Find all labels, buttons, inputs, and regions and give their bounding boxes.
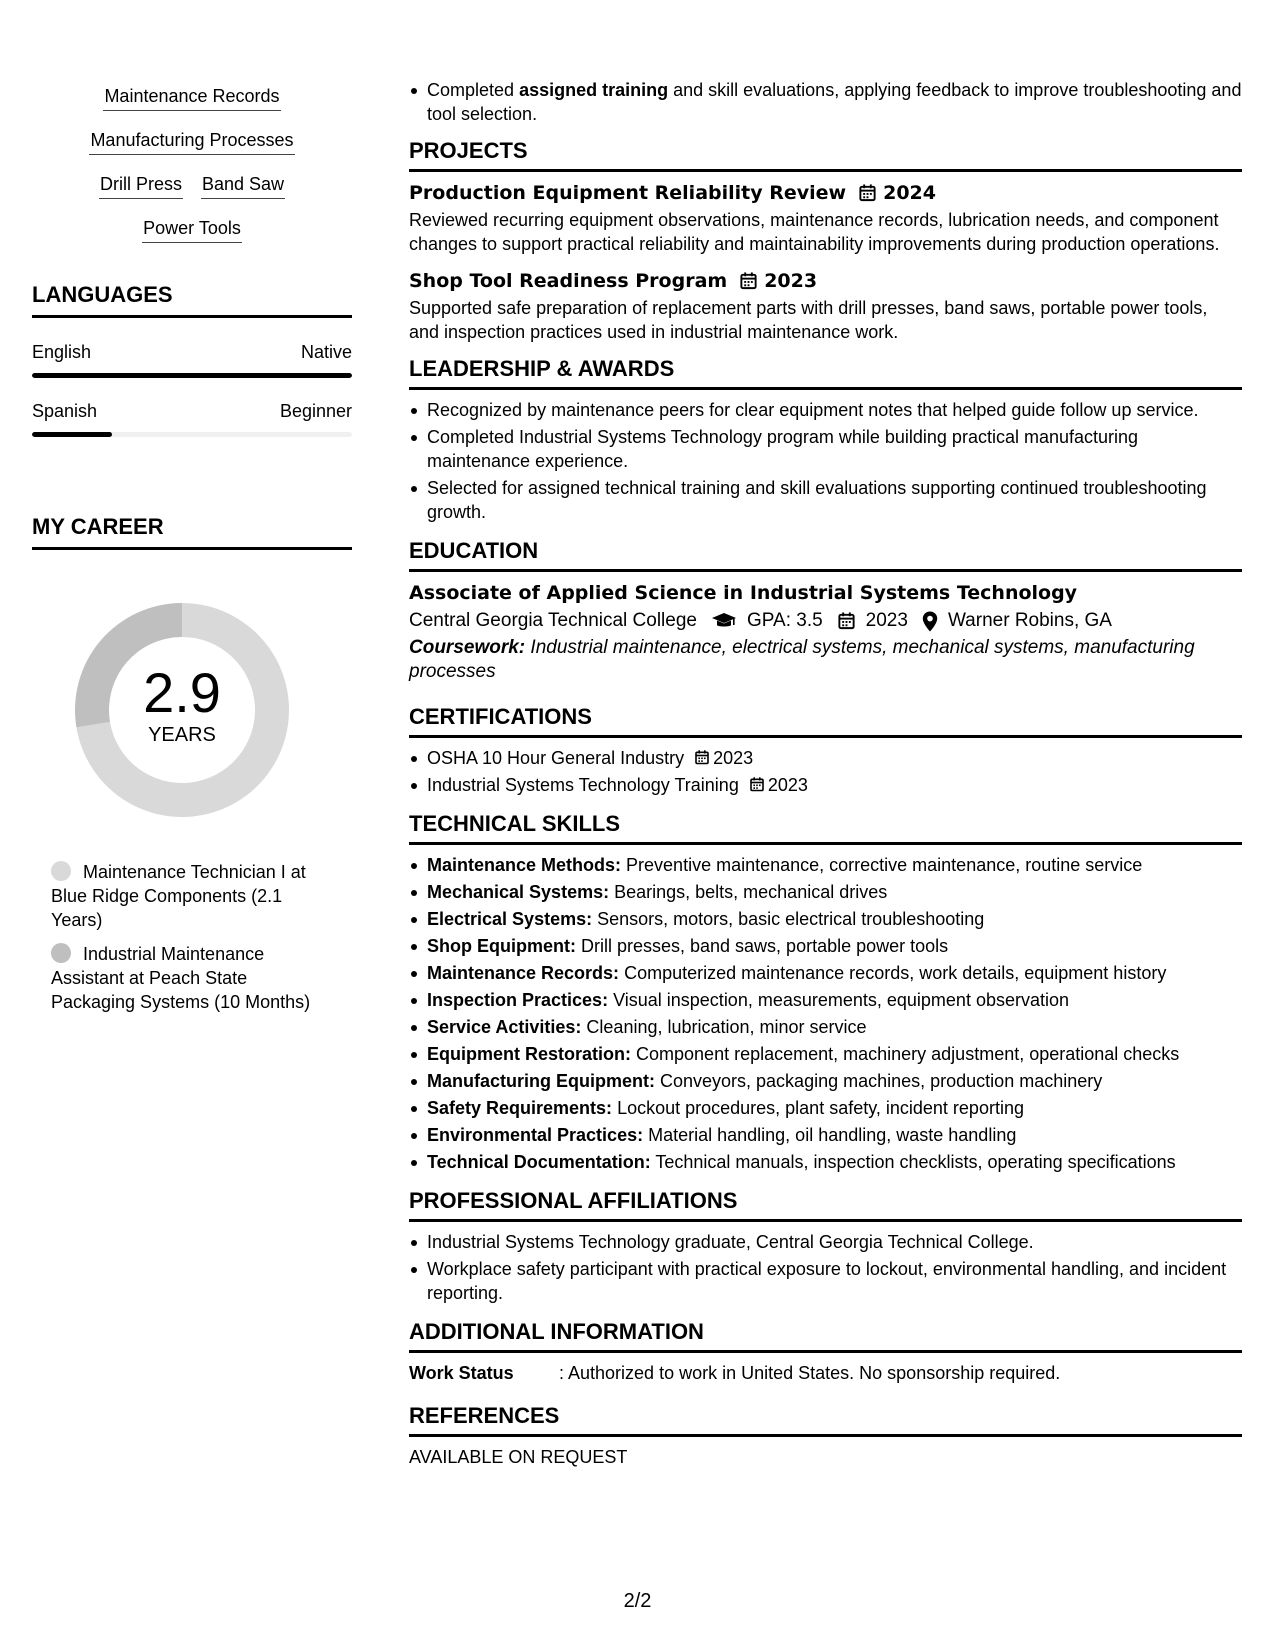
list-item: [409, 1015, 1242, 1039]
skill-value: Technical manuals, inspection checklists, operating specifications: [650, 1152, 1176, 1172]
certifications-list: [409, 746, 1242, 797]
skill-value: Preventive maintenance, corrective maintenance, routine service: [621, 855, 1143, 875]
certification-name: Industrial Systems Technology Training: [427, 775, 739, 795]
project-description: Supported safe preparation of replacement parts with drill presses, band saws, portable power tools, and inspection practices used in industrial maintenance work.: [409, 298, 1208, 342]
skill-value: Conveyors, packaging machines, production machinery: [655, 1071, 1103, 1091]
language-name: English: [32, 342, 92, 362]
skill-tag: Drill Press: [99, 172, 183, 199]
certification-year: 2023: [767, 775, 808, 795]
skill-label: Electrical Systems:: [427, 909, 593, 929]
project-item: [409, 268, 1242, 344]
language-level-fill: [32, 373, 352, 378]
list-item: [409, 746, 1242, 770]
skill-value: Component replacement, machinery adjustment, operational checks: [631, 1044, 1180, 1064]
language-item: [32, 400, 352, 437]
education-heading: EDUCATION: [409, 538, 1242, 572]
list-item: Workplace safety participant with practical exposure to lockout, environmental handling, and incident reporting.: [409, 1257, 1242, 1305]
education-details: [409, 606, 1242, 636]
skill-value: Bearings, belts, mechanical drives: [609, 882, 888, 902]
skill-label: Maintenance Methods:: [427, 855, 622, 875]
certifications-heading: CERTIFICATIONS: [409, 704, 1242, 738]
skill-row: [32, 216, 352, 243]
career-donut-chart: [67, 595, 297, 825]
list-item: [409, 880, 1242, 904]
projects-heading: PROJECTS: [409, 138, 1242, 172]
map-pin-icon: [922, 611, 938, 632]
list-item: [409, 1123, 1242, 1147]
skill-value: Computerized maintenance records, work details, equipment history: [619, 963, 1167, 983]
experience-continued-list: [409, 78, 1242, 126]
language-level: Beginner: [279, 401, 352, 421]
list-item: Selected for assigned technical training and skill evaluations supporting continued troubleshooting growth.: [409, 476, 1242, 524]
project-year: 2023: [764, 270, 818, 292]
list-item: Completed Industrial Systems Technology program while building practical manufacturing maintenance experience.: [409, 425, 1242, 473]
additional-info-heading: ADDITIONAL INFORMATION: [409, 1319, 1242, 1353]
skill-label: Equipment Restoration:: [427, 1044, 632, 1064]
language-item: [32, 341, 352, 378]
list-item: [409, 907, 1242, 931]
career-item: [51, 860, 321, 932]
skill-value: Sensors, motors, basic electrical troubleshooting: [592, 909, 985, 929]
skill-label: Maintenance Records:: [427, 963, 620, 983]
language-level-bar: [32, 432, 352, 437]
bullet-bold-text: assigned training: [519, 80, 669, 100]
calendar-icon: [749, 776, 765, 793]
education-year: 2023: [865, 610, 908, 631]
list-item: [409, 961, 1242, 985]
languages-heading: LANGUAGES: [32, 282, 352, 318]
work-status-value: : Authorized to work in United States. No sponsorship required.: [559, 1363, 1061, 1383]
career-total-unit: YEARS: [148, 723, 216, 746]
skill-tag: Manufacturing Processes: [89, 128, 294, 155]
language-name: Spanish: [32, 401, 98, 421]
list-item: [409, 773, 1242, 797]
bullet-text: Completed: [427, 80, 520, 100]
career-list: [51, 860, 321, 1014]
certification-name: OSHA 10 Hour General Industry: [427, 748, 685, 768]
skill-tag: Maintenance Records: [103, 84, 280, 111]
technical-skills-list: [409, 853, 1242, 1174]
education-coursework: [409, 636, 1242, 684]
language-level-fill: [32, 432, 112, 437]
skill-value: Visual inspection, measurements, equipment observation: [608, 990, 1070, 1010]
technical-skills-heading: TECHNICAL SKILLS: [409, 811, 1242, 845]
language-level: Native: [300, 342, 352, 362]
skill-value: Material handling, oil handling, waste handling: [643, 1125, 1017, 1145]
bullet-text: and skill evaluations, applying feedback to improve troubleshooting and tool selection.: [427, 80, 1242, 124]
skill-label: Technical Documentation:: [427, 1152, 651, 1172]
career-item-text: Maintenance Technician I at Blue Ridge Components (2.1 Years): [51, 862, 306, 930]
education-item: [409, 580, 1242, 684]
project-title: Production Equipment Reliability Review: [409, 182, 847, 204]
list-item: [409, 1069, 1242, 1093]
skill-label: Environmental Practices:: [427, 1125, 644, 1145]
leadership-list: [409, 398, 1242, 524]
list-item: [409, 1096, 1242, 1120]
skill-row: [32, 84, 352, 111]
sidebar: [32, 84, 352, 1024]
list-item: Recognized by maintenance peers for clear equipment notes that helped guide follow up service.: [409, 398, 1242, 422]
list-item: [409, 988, 1242, 1012]
calendar-icon: [694, 749, 710, 766]
leadership-heading: LEADERSHIP & AWARDS: [409, 356, 1242, 390]
donut-center: [67, 595, 297, 825]
list-item: [409, 1042, 1242, 1066]
list-item: [409, 78, 1242, 126]
skill-label: Safety Requirements:: [427, 1098, 613, 1118]
main-content: [409, 78, 1242, 1469]
certification-year: 2023: [713, 748, 754, 768]
skill-row: [32, 172, 352, 199]
project-description: Reviewed recurring equipment observations, maintenance records, lubrication needs, and component changes to support practical reliability and maintainability improvements during production operations.: [409, 210, 1220, 254]
list-item: Industrial Systems Technology graduate, Central Georgia Technical College.: [409, 1230, 1242, 1254]
skill-label: Shop Equipment:: [427, 936, 576, 956]
skill-value: Lockout procedures, plant safety, incident reporting: [612, 1098, 1024, 1118]
skill-label: Manufacturing Equipment:: [427, 1071, 655, 1091]
language-level-bar: [32, 373, 352, 378]
list-item: [409, 1150, 1242, 1174]
skill-value: Cleaning, lubrication, minor service: [581, 1017, 867, 1037]
education-location: Warner Robins, GA: [947, 610, 1112, 631]
references-text: AVAILABLE ON REQUEST: [409, 1447, 628, 1467]
career-legend-dot: [51, 943, 71, 963]
skill-row: [32, 128, 352, 155]
affiliations-list: [409, 1230, 1242, 1305]
graduation-cap-icon: [711, 612, 737, 630]
project-item: [409, 180, 1242, 256]
affiliations-heading: PROFESSIONAL AFFILIATIONS: [409, 1188, 1242, 1222]
skill-value: Drill presses, band saws, portable power tools: [575, 936, 949, 956]
list-item: [409, 853, 1242, 877]
skill-label: Mechanical Systems:: [427, 882, 610, 902]
calendar-icon: [837, 611, 856, 631]
calendar-icon: [858, 183, 877, 203]
career-heading: MY CAREER: [32, 514, 352, 550]
career-legend-dot: [51, 861, 71, 881]
work-status-row: [409, 1361, 1242, 1385]
work-status-label: Work Status: [409, 1363, 514, 1383]
career-total-value: 2.9: [143, 660, 221, 724]
skill-tag: Power Tools: [142, 216, 242, 243]
page-number: 2/2: [623, 1590, 652, 1612]
skill-label: Inspection Practices:: [427, 990, 609, 1010]
project-title: Shop Tool Readiness Program: [409, 270, 728, 292]
skill-tag: Band Saw: [201, 172, 285, 199]
education-degree: Associate of Applied Science in Industrial Systems Technology: [409, 582, 1078, 604]
project-year: 2024: [883, 182, 936, 204]
education-school: Central Georgia Technical College: [409, 610, 697, 631]
references-heading: REFERENCES: [409, 1403, 1242, 1437]
career-item-text: Industrial Maintenance Assistant at Peach State Packaging Systems (10 Months): [51, 944, 311, 1012]
education-gpa: GPA: 3.5: [746, 610, 823, 631]
calendar-icon: [739, 271, 758, 291]
career-item: [51, 942, 321, 1014]
list-item: [409, 934, 1242, 958]
skill-tags: [32, 84, 352, 243]
skill-label: Service Activities:: [427, 1017, 582, 1037]
coursework-text: Industrial maintenance, electrical systems, mechanical systems, manufacturing processes: [409, 637, 1195, 682]
coursework-label: Coursework:: [409, 637, 526, 658]
